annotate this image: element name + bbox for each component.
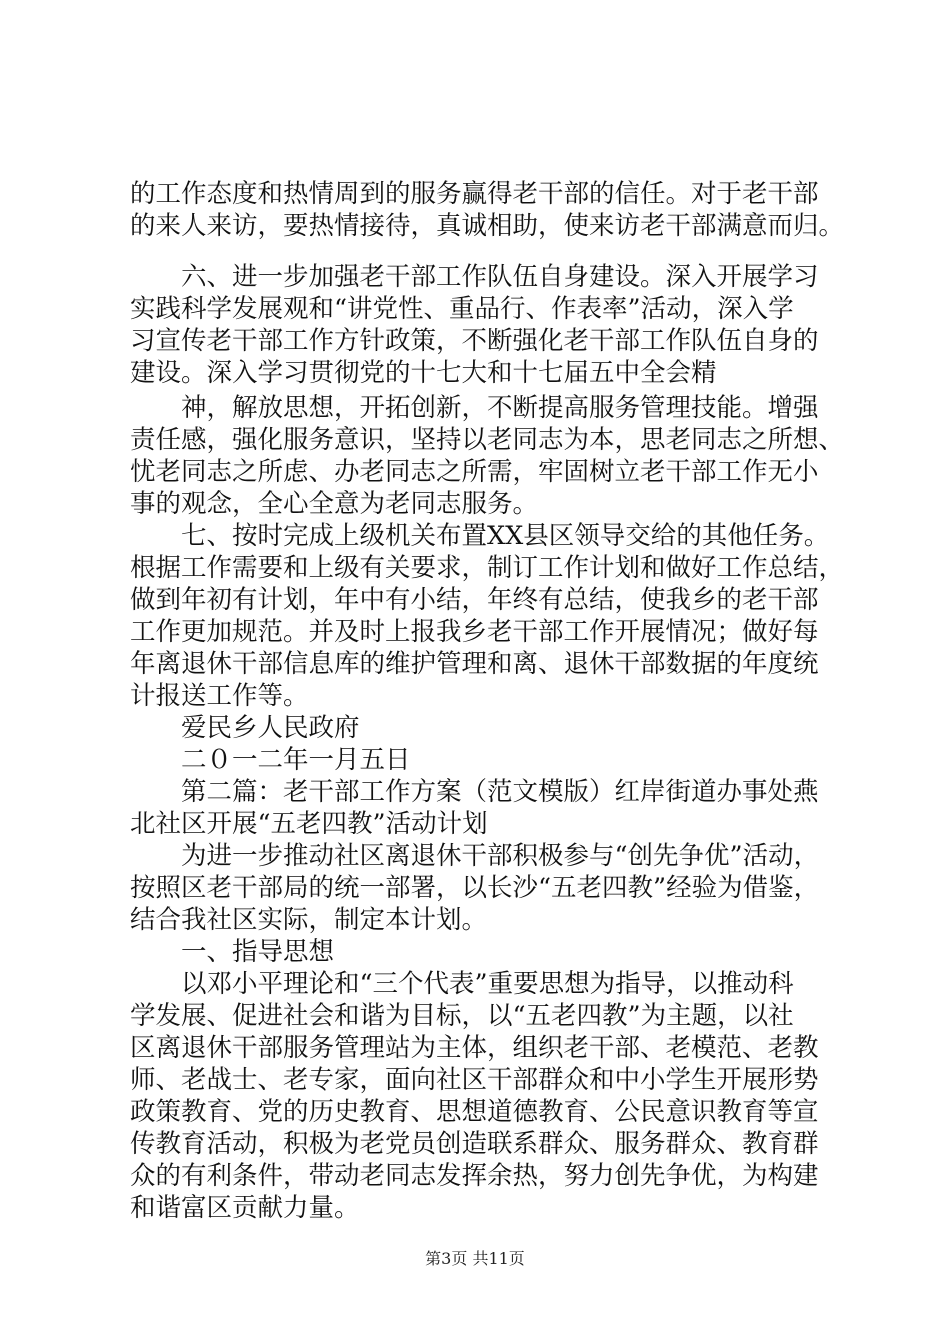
text-line: 建设。深入学习贯彻党的十七大和十七届五中全会精 [130, 358, 717, 388]
text-line: 为进一步推动社区离退休干部积极参与“创先争优”活动， [130, 841, 820, 871]
text-line: 二０一二年一月五日 [130, 745, 411, 775]
text-line: 北社区开展“五老四教”活动计划 [130, 809, 488, 839]
text-line: 学发展、促进社会和谐为目标，以“五老四教”为主题，以社 [130, 1001, 794, 1031]
text-line: 政策教育、党的历史教育、思想道德教育、公民意识教育等宣 [130, 1097, 819, 1127]
page-number-footer: 第3页 共11页 [425, 1249, 525, 1268]
text-line: 爱民乡人民政府 [130, 713, 360, 743]
text-line: 实践科学发展观和“讲党性、重品行、作表率”活动，深入学 [130, 294, 794, 324]
text-line: 和谐富区贡献力量。 [130, 1193, 360, 1223]
text-line: 计报送工作等。 [130, 681, 309, 711]
text-line: 责任感，强化服务意识，坚持以老同志为本，思老同志之所想、 [130, 425, 845, 455]
text-line: 年离退休干部信息库的维护管理和离、退休干部数据的年度统 [130, 649, 819, 679]
text-line: 第二篇：老干部工作方案（范文模版）红岸街道办事处燕 [130, 777, 819, 807]
text-line: 神，解放思想，开拓创新，不断提高服务管理技能。增强 [130, 393, 819, 423]
text-line: 事的观念，全心全意为老同志服务。 [130, 489, 539, 519]
text-line: 区离退休干部服务管理站为主体，组织老干部、老模范、老教 [130, 1033, 819, 1063]
text-line: 六、进一步加强老干部工作队伍自身建设。深入开展学习 [130, 262, 819, 292]
text-line: 忧老同志之所虑、办老同志之所需，牢固树立老干部工作无小 [130, 457, 819, 487]
text-line: 众的有利条件，带动老同志发挥余热，努力创先争优，为构建 [130, 1161, 819, 1191]
text-line: 一、指导思想 [130, 937, 335, 967]
text-line: 的工作态度和热情周到的服务赢得老干部的信任。对于老干部 [130, 179, 819, 209]
text-line: 结合我社区实际，制定本计划。 [130, 905, 488, 935]
text-line: 工作更加规范。并及时上报我乡老干部工作开展情况；做好每 [130, 617, 819, 647]
text-line: 师、老战士、老专家，面向社区干部群众和中小学生开展形势 [130, 1065, 819, 1095]
text-line: 的来人来访，要热情接待，真诚相助，使来访老干部满意而归。 [130, 211, 845, 241]
text-line: 做到年初有计划，年中有小结，年终有总结，使我乡的老干部 [130, 585, 819, 615]
text-line: 以邓小平理论和“三个代表”重要思想为指导，以推动科 [130, 969, 794, 999]
text-line: 传教育活动，积极为老党员创造联系群众、服务群众、教育群 [130, 1129, 819, 1159]
text-line: 习宣传老干部工作方针政策，不断强化老干部工作队伍自身的 [130, 326, 819, 356]
text-line: 按照区老干部局的统一部署，以长沙“五老四教”经验为借鉴， [130, 873, 820, 903]
text-line: 七、按时完成上级机关布置XX县区领导交给的其他任务。 [130, 521, 830, 551]
text-line: 根据工作需要和上级有关要求，制订工作计划和做好工作总结， [130, 553, 845, 583]
